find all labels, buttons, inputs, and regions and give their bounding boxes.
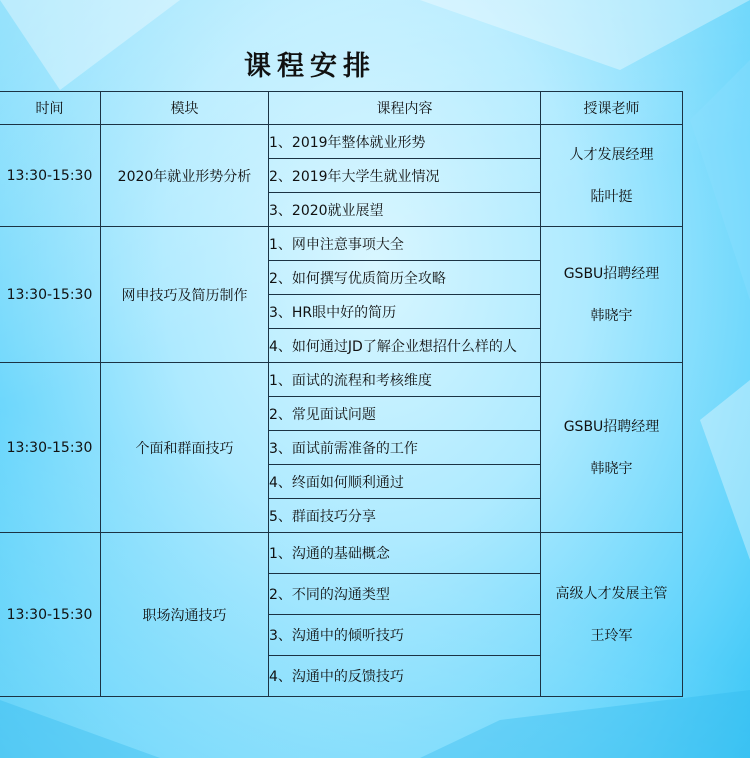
teacher-title: 高级人才发展主管 (555, 585, 668, 602)
table-row (0, 227, 683, 261)
content-item: 4、沟通中的反馈技巧 (269, 656, 541, 697)
teacher-name: 韩晓宇 (590, 460, 633, 477)
content-item: 2、2019年大学生就业情况 (269, 159, 541, 193)
teacher-title: GSBU招聘经理 (563, 265, 660, 282)
table-row (0, 363, 683, 397)
session-teacher (541, 363, 683, 533)
session-module: 网申技巧及简历制作 (101, 227, 269, 363)
session-teacher (541, 227, 683, 363)
table-header-row (0, 92, 683, 125)
session-teacher (541, 125, 683, 227)
session-module: 2020年就业形势分析 (101, 125, 269, 227)
session-time: 13:30-15:30 (0, 533, 101, 697)
content-item: 1、沟通的基础概念 (269, 533, 541, 574)
session-module: 个面和群面技巧 (101, 363, 269, 533)
content-item: 3、沟通中的倾听技巧 (269, 615, 541, 656)
content-item: 2、如何撰写优质简历全攻略 (269, 261, 541, 295)
header-time: 时间 (0, 92, 101, 125)
session-time: 13:30-15:30 (0, 227, 101, 363)
header-module: 模块 (101, 92, 269, 125)
content-item: 1、2019年整体就业形势 (269, 125, 541, 159)
session-module: 职场沟通技巧 (101, 533, 269, 697)
session-teacher (541, 533, 683, 697)
content-item: 4、终面如何顺利通过 (269, 465, 541, 499)
session-time: 13:30-15:30 (0, 363, 101, 533)
content-item: 2、常见面试问题 (269, 397, 541, 431)
teacher-title: 人才发展经理 (569, 146, 654, 163)
content-item: 1、网申注意事项大全 (269, 227, 541, 261)
session-time: 13:30-15:30 (0, 125, 101, 227)
session-group (0, 363, 683, 533)
table-row (0, 125, 683, 159)
schedule-table (0, 91, 683, 697)
teacher-name: 王玲军 (590, 627, 633, 644)
content-item: 2、不同的沟通类型 (269, 574, 541, 615)
content-item: 3、HR眼中好的简历 (269, 295, 541, 329)
content-item: 4、如何通过JD了解企业想招什么样的人 (269, 329, 541, 363)
content-item: 3、面试前需准备的工作 (269, 431, 541, 465)
teacher-name: 陆叶挺 (590, 188, 633, 205)
content-item: 1、面试的流程和考核维度 (269, 363, 541, 397)
header-content: 课程内容 (269, 92, 541, 125)
header-teacher: 授课老师 (541, 92, 683, 125)
table-row (0, 533, 683, 574)
content-item: 5、群面技巧分享 (269, 499, 541, 533)
session-group (0, 533, 683, 697)
content-item: 3、2020就业展望 (269, 193, 541, 227)
session-group (0, 125, 683, 227)
session-group (0, 227, 683, 363)
page-title: 课程安排 (244, 51, 376, 82)
teacher-name: 韩晓宇 (590, 307, 633, 324)
teacher-title: GSBU招聘经理 (563, 418, 660, 435)
